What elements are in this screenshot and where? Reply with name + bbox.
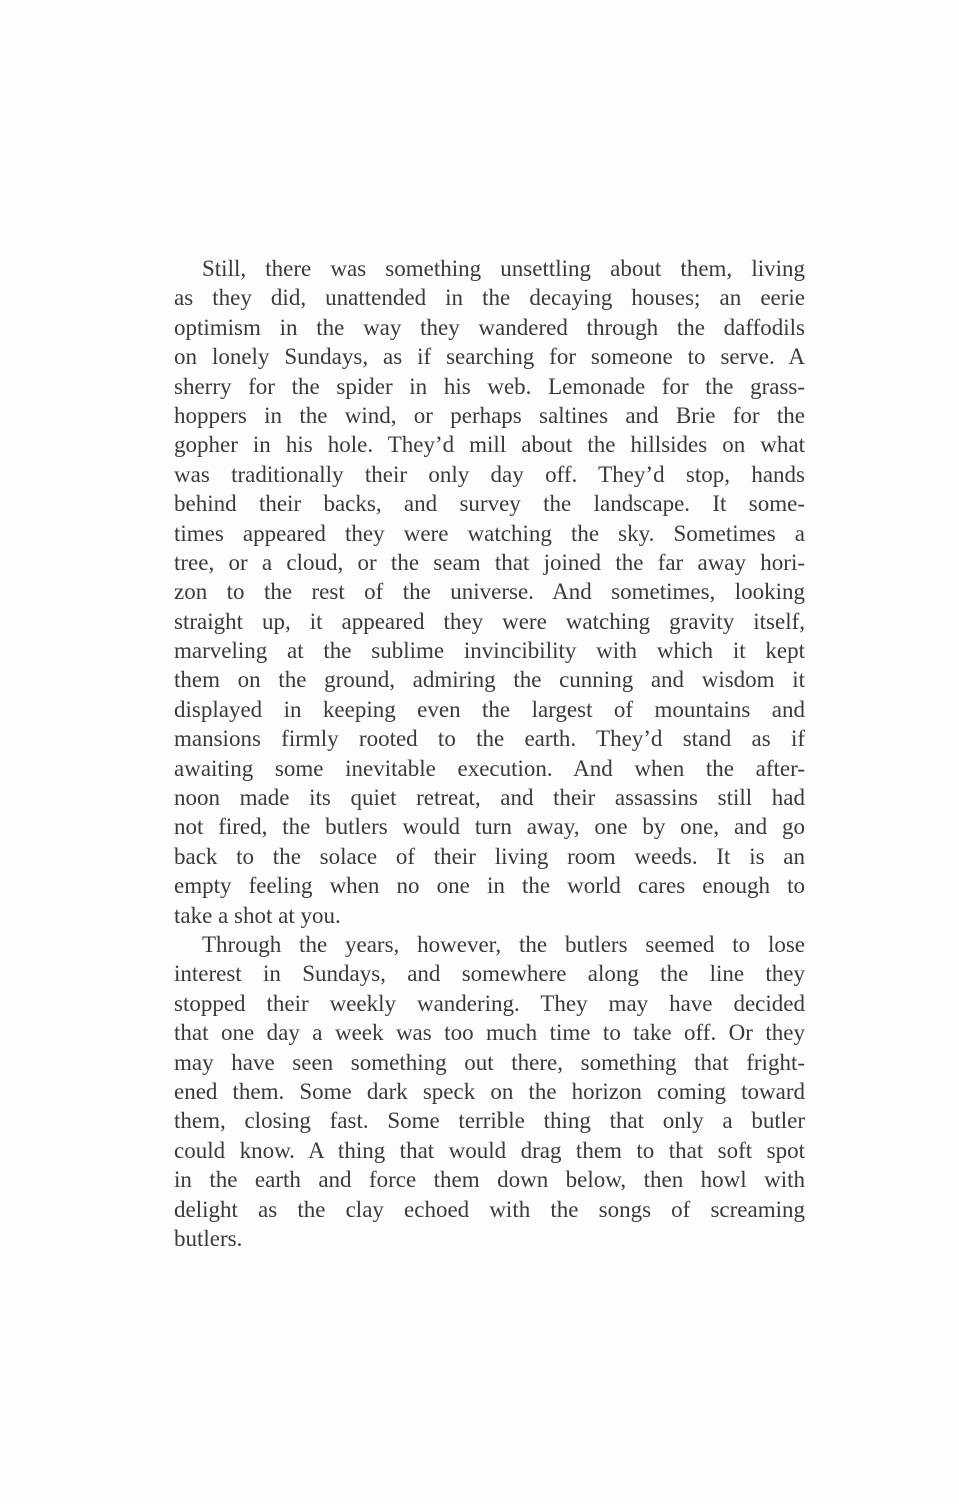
text-line: may have seen something out there, something that fright- <box>174 1049 805 1075</box>
text-line: empty feeling when no one in the world cares enough to <box>174 873 805 899</box>
text-line: Through the years, however, the butlers seemed to lose <box>202 931 805 957</box>
text-line: back to the solace of their living room weeds. It is an <box>174 843 805 869</box>
text-line: interest in Sundays, and somewhere along the line they <box>174 961 805 987</box>
text-line: optimism in the way they wandered through the daffodils <box>174 314 805 340</box>
text-line: marveling at the sublime invincibility with which it kept <box>174 638 805 664</box>
text-line: was traditionally their only day off. They’d stop, hands <box>174 461 805 487</box>
text-line: gopher in his hole. They’d mill about the hillsides on what <box>174 432 805 458</box>
text-line: on lonely Sundays, as if searching for someone to serve. A <box>174 344 805 370</box>
text-line: hoppers in the wind, or perhaps saltines and Brie for the <box>174 402 805 428</box>
book-page <box>174 254 805 1253</box>
text-line: in the earth and force them down below, then howl with <box>174 1167 805 1193</box>
text-line: could know. A thing that would drag them to that soft spot <box>174 1137 805 1163</box>
paragraph-1 <box>174 254 805 930</box>
text-line: ened them. Some dark speck on the horizon coming toward <box>174 1078 805 1104</box>
text-line: tree, or a cloud, or the seam that joined the far away hori- <box>174 549 805 575</box>
text-line: take a shot at you. <box>174 902 341 928</box>
paragraph-2 <box>174 930 805 1253</box>
text-line: butlers. <box>174 1225 243 1251</box>
text-line: them on the ground, admiring the cunning and wisdom it <box>174 667 805 693</box>
text-line: noon made its quiet retreat, and their assassins still had <box>174 785 805 811</box>
text-line: sherry for the spider in his web. Lemonade for the grass- <box>174 373 805 399</box>
text-line: as they did, unattended in the decaying houses; an eerie <box>174 285 805 311</box>
text-line: not fired, the butlers would turn away, one by one, and go <box>174 814 805 840</box>
text-line: displayed in keeping even the largest of mountains and <box>174 696 805 722</box>
text-line: that one day a week was too much time to take off. Or they <box>174 1020 805 1046</box>
text-line: behind their backs, and survey the landscape. It some- <box>174 491 805 517</box>
text-line: mansions firmly rooted to the earth. They’d stand as if <box>174 726 805 752</box>
text-line: Still, there was something unsettling about them, living <box>202 256 805 281</box>
text-line: zon to the rest of the universe. And sometimes, looking <box>174 579 805 605</box>
text-line: delight as the clay echoed with the songs of screaming <box>174 1196 805 1222</box>
text-line: awaiting some inevitable execution. And when the after- <box>174 755 805 781</box>
text-line: them, closing fast. Some terrible thing that only a butler <box>174 1108 805 1134</box>
text-line: stopped their weekly wandering. They may have decided <box>174 990 805 1016</box>
text-line: straight up, it appeared they were watching gravity itself, <box>174 608 805 634</box>
text-line: times appeared they were watching the sky. Sometimes a <box>174 520 805 546</box>
